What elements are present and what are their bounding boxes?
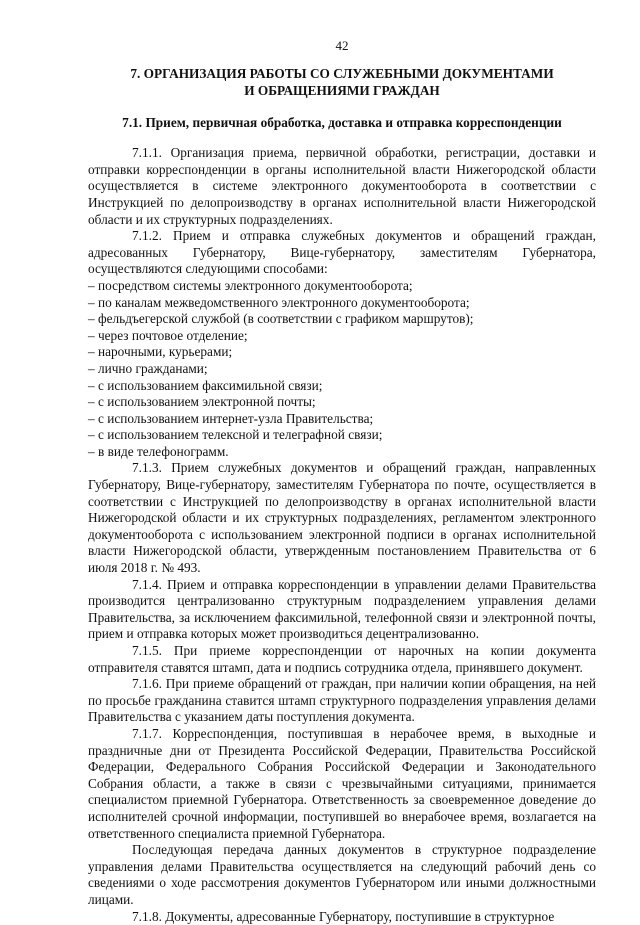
list-item: – посредством системы электронного документооборота; bbox=[88, 278, 596, 295]
paragraph-7-1-1: 7.1.1. Организация приема, первичной обработки, регистрации, доставки и отправки корреспонденции в органы исполнительной власти Нижегородской области осуществляется в системе электронного документооборота в соответствии с Инструкцией по делопроизводству в органах исполнительной власти Нижегородской области и их структурных подразделениях. bbox=[88, 145, 596, 228]
paragraph-7-1-2: 7.1.2. Прием и отправка служебных документов и обращений граждан, адресованных Губернатору, Вице-губернатору, заместителям Губернатора, осуществляются следующими способами: bbox=[88, 228, 596, 278]
paragraph-7-1-7-continued: Последующая передача данных документов в структурное подразделение управления делами Правительства осуществляется на следующий рабочий день со сведениями о ходе рассмотрения документов Губернатором или иными должностными лицами. bbox=[88, 842, 596, 908]
paragraph-7-1-8: 7.1.8. Документы, адресованные Губернатору, поступившие в структурное bbox=[88, 909, 596, 925]
list-item: – в виде телефонограмм. bbox=[88, 444, 596, 461]
paragraph-7-1-6: 7.1.6. При приеме обращений от граждан, при наличии копии обращения, на ней по просьбе гражданина ставится штамп структурного подразделения управления делами Правительства с указанием даты поступления документа. bbox=[88, 676, 596, 726]
section-title-line-2: И ОБРАЩЕНИЯМИ ГРАЖДАН bbox=[88, 82, 596, 99]
list-item: – по каналам межведомственного электронного документооборота; bbox=[88, 295, 596, 312]
section-title bbox=[88, 65, 596, 99]
section-title-line-1: 7. ОРГАНИЗАЦИЯ РАБОТЫ СО СЛУЖЕБНЫМИ ДОКУМЕНТАМИ bbox=[88, 65, 596, 82]
paragraph-7-1-5: 7.1.5. При приеме корреспонденции от нарочных на копии документа отправителя ставятся штамп, дата и подпись сотрудника отдела, принявшего документ. bbox=[88, 643, 596, 676]
list-item: – с использованием интернет-узла Правительства; bbox=[88, 411, 596, 428]
list-item: – нарочными, курьерами; bbox=[88, 344, 596, 361]
methods-list bbox=[88, 278, 596, 461]
list-item: – с использованием факсимильной связи; bbox=[88, 378, 596, 395]
list-item: – фельдъегерской службой (в соответствии с графиком маршрутов); bbox=[88, 311, 596, 328]
list-item: – лично гражданами; bbox=[88, 361, 596, 378]
list-item: – с использованием телексной и телеграфной связи; bbox=[88, 427, 596, 444]
paragraph-7-1-3: 7.1.3. Прием служебных документов и обращений граждан, направленных Губернатору, Вице-губернатору, заместителям Губернатора по почте, осуществляется в соответствии с Инструкцией по делопроизводству в органах исполнительной власти Нижегородской области и их структурных подразделениях, регламентом электронного документооборота с использованием электронной подписи в органах исполнительной власти Нижегородской области, утвержденным постановлением Правительства от 6 июля 2018 г. № 493. bbox=[88, 460, 596, 576]
list-item: – через почтовое отделение; bbox=[88, 328, 596, 345]
list-item: – с использованием электронной почты; bbox=[88, 394, 596, 411]
paragraph-7-1-7: 7.1.7. Корреспонденция, поступившая в нерабочее время, в выходные и праздничные дни от Президента Российской Федерации, Правительства Российской Федерации, Федерального Собрания Российской Федерации и Законодательного Собрания области, а также в связи с чрезвычайными ситуациями, принимается специалистом приемной Губернатора. Ответственность за своевременное доведение до исполнителей срочной информации, поступившей во внерабочее время, возлагается на ответственного специалиста приемной Губернатора. bbox=[88, 726, 596, 842]
page-number: 42 bbox=[88, 38, 596, 55]
paragraph-7-1-4: 7.1.4. Прием и отправка корреспонденции в управлении делами Правительства производится централизованно структурным подразделением управления делами Правительства, за исключением факсимильной, телефонной связи и электронной почты, прием и отправка которых может производиться децентрализованно. bbox=[88, 577, 596, 643]
subsection-title: 7.1. Прием, первичная обработка, доставка и отправка корреспонденции bbox=[88, 115, 596, 132]
